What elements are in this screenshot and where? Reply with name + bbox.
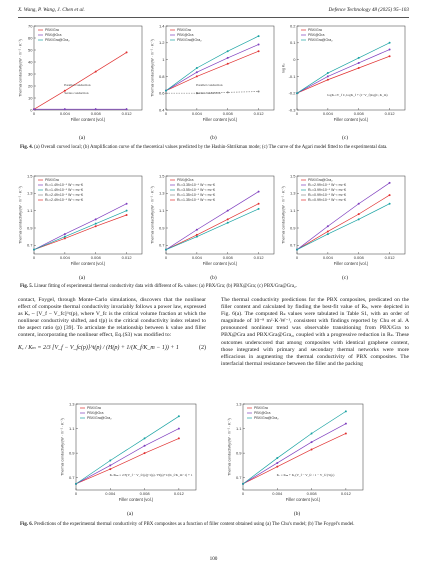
y-tick-label: 1.1 xyxy=(235,425,242,431)
y-axis-label: log Kₑ xyxy=(281,63,286,73)
x-tick-label: 0.012 xyxy=(121,255,132,260)
data-point xyxy=(95,223,97,225)
data-point xyxy=(327,79,329,81)
series-line xyxy=(166,204,259,250)
header-authors: X. Wang, P. Wang, J. Chen et al. xyxy=(18,7,85,13)
fig5-panel-a xyxy=(18,172,146,280)
x-tick-label: 0.008 xyxy=(306,491,317,496)
data-point xyxy=(389,55,391,57)
figure-6 xyxy=(60,400,367,516)
series-line xyxy=(34,204,127,250)
data-point xyxy=(311,441,313,443)
plot-annotation: Kₑ/Kₘ = 2/3[V_f − V_fc(p)]^t(p) / H(p)+1/(K_f/K_m−1) + 1 xyxy=(109,473,193,477)
x-tick-label: 0 xyxy=(32,111,36,116)
data-point xyxy=(327,225,329,227)
y-axis-label: Thermal conductivity/(W · m⁻¹ · K⁻¹) xyxy=(281,186,286,244)
fig4-caption-label: Fig. 4. xyxy=(20,145,33,150)
data-point xyxy=(95,218,97,220)
y-tick-label: 0.1 xyxy=(289,40,296,46)
data-point xyxy=(358,213,360,215)
data-point xyxy=(178,437,180,439)
data-point xyxy=(64,233,66,235)
fig4-panel-c xyxy=(281,22,409,140)
y-tick-label: 1.3 xyxy=(68,401,75,407)
fig4-caption xyxy=(20,145,407,151)
data-point xyxy=(33,249,35,251)
data-point xyxy=(358,62,360,64)
body-columns xyxy=(18,297,409,368)
fig6-b-label: (b) xyxy=(293,511,301,517)
legend-label: Rₖ=1.35×10⁻⁸ W⁻¹·m²·K xyxy=(176,193,215,197)
data-point xyxy=(195,234,197,236)
data-point xyxy=(276,462,278,464)
legend-label: PBX/Gra xyxy=(87,406,101,410)
x-tick-label: 0.004 xyxy=(59,111,70,116)
legend-label: PBX/Gra xyxy=(176,28,191,32)
data-point xyxy=(358,218,360,220)
legend-label: PBX/Gra@Gra₂ xyxy=(254,416,279,420)
y-tick-label: 10 xyxy=(28,95,33,101)
legend-label: PBX@Gra xyxy=(176,33,193,37)
y-tick-label: 1.3 xyxy=(158,190,164,196)
series-line xyxy=(297,204,390,250)
y-tick-label: 0.2 xyxy=(289,23,296,29)
fig6-panel-a xyxy=(60,400,200,516)
fig6-b-chart xyxy=(227,400,367,512)
x-tick-label: 0.008 xyxy=(222,111,233,116)
fig4-c-chart xyxy=(281,22,409,132)
data-point xyxy=(178,428,180,430)
page-number: 100 xyxy=(209,556,218,562)
x-tick-label: 0.004 xyxy=(272,491,283,496)
legend-label: Rₖ=1.35×10⁻⁸ W⁻¹·m²·K xyxy=(176,198,215,202)
x-axis-label: Filler content (vol.) xyxy=(285,497,321,502)
x-tick-label: 0.008 xyxy=(90,111,101,116)
y-tick-label: 0.4 xyxy=(158,107,164,113)
y-tick-label: 1.1 xyxy=(68,425,75,431)
legend-label: PBX/Gra xyxy=(308,28,322,32)
data-point xyxy=(64,108,66,110)
fig6-caption-label: Fig. 6. xyxy=(20,522,33,527)
legend-label: Rₖ=0.99×10⁻⁸ W⁻¹·m²·K xyxy=(308,198,347,202)
data-point xyxy=(327,233,329,235)
fig4-b-chart xyxy=(150,22,278,132)
data-point xyxy=(144,437,146,439)
x-tick-label: 0.008 xyxy=(353,255,364,260)
fig5-b-chart xyxy=(150,172,278,276)
legend-label: Rₖ=3.55×10⁻⁸ W⁻¹·m²·K xyxy=(176,188,215,192)
y-tick-label: 0 xyxy=(293,57,296,62)
legend-label: PBX@Gra xyxy=(45,33,62,37)
fig5-caption xyxy=(20,284,407,290)
fig6-a-chart xyxy=(60,400,200,512)
data-point xyxy=(144,452,146,454)
header-journal: Defence Technology 48 (2025) 95–103 xyxy=(328,7,409,13)
data-point xyxy=(257,35,259,37)
body-left-paragraph: contact, Foygel, through Monte-Carlo simulations, discovers that the nonlinear effect of composite thermal conductivity invariably follows a power law, expressed as Kₑ ~ [V_f − V_fc]^t(p), where V_fc is the critical volume fraction at which the nonlinear conductivity shifted, and t(p) is the critical conductivity index related to the aspect ratio (p) [39]. To articulate the relationship between k value and filler content, incorporating the nonlinear effect, Eq.(S3) was modified to: xyxy=(18,297,206,339)
y-tick-label: 1.5 xyxy=(289,173,296,179)
legend-label: PBX@Gra xyxy=(176,178,193,182)
legend-label: Rₖ=1.49×10⁻⁸ W⁻¹·m²·K xyxy=(45,183,84,187)
x-tick-label: 0.012 xyxy=(253,111,264,116)
data-point xyxy=(126,203,128,205)
data-point xyxy=(389,182,391,184)
data-point xyxy=(389,203,391,205)
series-line xyxy=(34,52,127,109)
x-axis-label: Filler content (vol.) xyxy=(70,117,106,122)
y-tick-label: 1.1 xyxy=(158,208,164,214)
x-axis-label: Filler content (vol.) xyxy=(118,497,154,502)
fig5-caption-label: Fig. 5. xyxy=(20,284,33,289)
x-tick-label: 0 xyxy=(164,111,167,116)
data-point xyxy=(195,229,197,231)
legend-label: Rₖ=1.49×10⁻⁸ W⁻¹·m²·K xyxy=(45,188,84,192)
y-tick-label: 30 xyxy=(28,71,33,77)
data-point xyxy=(165,90,167,92)
data-point xyxy=(226,218,228,220)
series-line xyxy=(34,211,127,250)
data-point xyxy=(276,466,278,468)
fig4-a-label: (a) xyxy=(78,135,86,141)
data-point xyxy=(327,230,329,232)
x-axis-label: Filler content (vol.) xyxy=(333,261,369,266)
data-point xyxy=(126,210,128,212)
data-point xyxy=(389,49,391,51)
fig6-caption-text: Predictions of the experimental thermal conductivity of PBX composites as a function of filler content obtained using (a) The Chu's model; (b) The Foygel's model. xyxy=(34,522,355,527)
y-axis-label: Thermal conductivity/(W · m⁻¹ · K⁻¹) xyxy=(18,186,23,244)
y-tick-label: 0.9 xyxy=(235,450,242,456)
body-right-paragraph: The thermal conductivity predictions for the PBX composites, predicated on the filler content and calculated by finding the best-fit value of Rₖ, were depicted in Fig. 6(a). The computed Rₖ values were tabulated in Table S1, with an order of magnitude of 10⁻⁸ m²·K·W⁻¹, consistent with findings reported by Chu et al. A pronounced nonlinear trend was observable transitioning from PBX/Gra to PBX@Gra and PBX/Gra@Gra₂, coupled with a progressive reduction in Rₖ. These outcomes underscored that among composites with identical graphene content, those integrated with primary and secondary thermal networks were more efficacious in augmenting the thermal conductivity of PBX composites. The interfacial thermal resistance between the filler and the packing xyxy=(221,297,409,367)
x-tick-label: 0.004 xyxy=(322,255,333,260)
plot-annotation: Kₑ = Kₘ + K₀(V_f − V_fc / 1 − V_fc)^t(p) xyxy=(276,473,335,477)
plot-annotation: Parallel conduction xyxy=(64,83,91,87)
y-tick-label: 0.7 xyxy=(158,242,164,248)
y-tick-label: 0.7 xyxy=(26,242,33,248)
fig5-panel-c xyxy=(281,172,409,280)
data-point xyxy=(257,43,259,45)
y-axis-label: Thermal conductivity/(W · m⁻¹ · K⁻¹) xyxy=(18,39,23,97)
x-axis-label: Filler content (vol.) xyxy=(202,117,237,122)
y-tick-label: 0.8 xyxy=(158,73,164,79)
y-tick-label: 50 xyxy=(28,47,33,53)
equation-rhs: 2/3 [V_f − V_fc(p)]^t(p) / (H(p) + 1/(K_f/K_m − 1)) + 1 xyxy=(42,344,179,351)
x-tick-label: 0.012 xyxy=(253,255,264,260)
legend-label: Rₖ=2.49×10⁻⁸ W⁻¹·m²·K xyxy=(45,193,84,197)
x-axis-label: Filler content (vol.) xyxy=(70,261,106,266)
data-point xyxy=(389,42,391,44)
legend-label: PBX@Gra xyxy=(254,411,271,415)
y-tick-label: 40 xyxy=(28,59,33,65)
legend-label: PBX/Gra@Gra₂ xyxy=(45,38,70,42)
y-axis-label: Thermal conductivity/(W · m⁻¹ · K⁻¹) xyxy=(227,418,232,476)
x-tick-label: 0.008 xyxy=(90,255,101,260)
data-point xyxy=(144,445,146,447)
y-tick-label: 0 xyxy=(30,107,33,113)
y-tick-label: 1.3 xyxy=(235,401,242,407)
y-axis-label: Thermal conductivity/(W · m⁻¹ · K⁻¹) xyxy=(60,418,65,476)
y-tick-label: 0.9 xyxy=(26,225,33,231)
data-point xyxy=(389,194,391,196)
x-axis-label: Filler content (vol.) xyxy=(202,261,237,266)
equation-number: (2) xyxy=(199,344,206,351)
fig5-panel-b xyxy=(150,172,278,280)
x-tick-label: 0 xyxy=(32,255,36,260)
x-axis-label: Filler content (vol.) xyxy=(333,117,369,122)
data-point xyxy=(126,51,128,53)
data-point xyxy=(95,71,97,73)
fig4-b-label: (b) xyxy=(210,135,217,141)
data-point xyxy=(311,448,313,450)
legend-label: PBX@Gra xyxy=(308,33,325,37)
x-tick-label: 0 xyxy=(164,255,167,260)
data-point xyxy=(257,191,259,193)
equation-2 xyxy=(18,345,206,352)
data-point xyxy=(226,50,228,52)
y-tick-label: 0.6 xyxy=(158,90,164,96)
y-axis-label: Thermal conductivity/(W · m⁻¹ · K⁻¹) xyxy=(150,39,154,97)
data-point xyxy=(195,67,197,69)
data-point xyxy=(242,483,244,485)
y-tick-label: 1.1 xyxy=(289,208,296,214)
legend-label: Rₖ=3.99×10⁻⁸ W⁻¹·m²·K xyxy=(308,188,347,192)
x-tick-label: 0 xyxy=(295,255,299,260)
data-point xyxy=(95,225,97,227)
data-point xyxy=(126,214,128,216)
y-tick-label: 0.7 xyxy=(235,475,242,481)
x-tick-label: 0.012 xyxy=(384,111,395,116)
y-tick-label: 1.3 xyxy=(289,190,296,196)
data-point xyxy=(33,108,35,110)
figure-4 xyxy=(18,22,409,140)
series-line xyxy=(166,209,259,250)
y-tick-label: 1.5 xyxy=(158,173,164,179)
x-tick-label: 0.008 xyxy=(139,491,150,496)
y-tick-label: -0.2 xyxy=(288,90,296,96)
equation-lhs: Kₑ / Kₘ = xyxy=(18,344,42,351)
y-tick-label: -0.3 xyxy=(288,107,296,113)
data-point xyxy=(296,92,298,94)
data-point xyxy=(226,91,228,93)
data-point xyxy=(64,236,66,238)
data-point xyxy=(178,415,180,417)
x-tick-label: 0.008 xyxy=(353,111,364,116)
y-tick-label: 0.9 xyxy=(158,225,164,231)
y-tick-label: 20 xyxy=(28,83,33,89)
legend-label: PBX/Gra@Gra₂ xyxy=(176,38,202,42)
y-tick-label: 0.9 xyxy=(68,450,75,456)
fig5-caption-text: Linear fitting of experimental thermal conductivity data with different of Rₖ values: (a) PBX/Gra; (b) PBX@Gra; (c) PBX/Gra@Gra₂. xyxy=(34,284,297,289)
y-tick-label: 1.2 xyxy=(158,40,164,46)
fig6-caption xyxy=(20,522,407,528)
data-point xyxy=(296,249,298,251)
y-axis-label: Thermal conductivity/(W · m⁻¹ · K⁻¹) xyxy=(150,186,154,244)
series-line xyxy=(297,195,390,250)
data-point xyxy=(358,67,360,69)
fig4-caption-text: (a) Overall curved local; (b) Amplification curve of the theoretical values predicted by the Hashin-Shtrikman mode; (c) The curve of the Agari model fitted to the experimental data. xyxy=(34,145,388,150)
fig5-a-chart xyxy=(18,172,146,276)
fig4-panel-b xyxy=(150,22,278,140)
series-line xyxy=(76,438,179,483)
y-tick-label: 0.9 xyxy=(289,225,296,231)
body-left-column xyxy=(18,297,206,368)
x-tick-label: 0.004 xyxy=(191,255,202,260)
legend-label: PBX/Gra@Gra₂ xyxy=(87,416,112,420)
x-tick-label: 0 xyxy=(74,491,78,496)
data-point xyxy=(109,464,111,466)
x-tick-label: 0.004 xyxy=(105,491,116,496)
data-point xyxy=(311,432,313,434)
data-point xyxy=(327,75,329,77)
header-rule xyxy=(18,17,409,18)
plot-annotation: logKₑ=V_f C₂logK_f + (1−V_f)log(C₁K_m) xyxy=(327,93,388,97)
y-tick-label: 0.7 xyxy=(289,242,296,248)
data-point xyxy=(345,423,347,425)
data-point xyxy=(345,410,347,412)
data-point xyxy=(257,50,259,52)
data-point xyxy=(226,222,228,224)
legend-label: Rₖ=2.49×10⁻⁸ W⁻¹·m²·K xyxy=(45,198,84,202)
legend-label: Rₖ=3.35×10⁻⁸ W⁻¹·m²·K xyxy=(176,183,215,187)
y-tick-label: 1 xyxy=(161,57,164,62)
y-tick-label: 0.7 xyxy=(68,475,75,481)
legend-label: PBX@Gra xyxy=(87,411,104,415)
data-point xyxy=(276,457,278,459)
data-point xyxy=(327,72,329,74)
data-point xyxy=(358,57,360,59)
data-point xyxy=(195,75,197,77)
data-point xyxy=(64,237,66,239)
body-right-column xyxy=(221,297,409,368)
data-point xyxy=(75,483,77,485)
data-point xyxy=(257,91,259,93)
y-tick-label: 1.3 xyxy=(26,190,33,196)
legend-label: Rₖ=0.99×10⁻⁸ W⁻¹·m²·K xyxy=(308,193,347,197)
figure-5 xyxy=(18,172,409,280)
series-line xyxy=(34,215,127,250)
x-tick-label: 0.004 xyxy=(59,255,70,260)
x-tick-label: 0.012 xyxy=(121,111,132,116)
fig4-a-chart xyxy=(18,22,146,132)
fig5-a-label: (a) xyxy=(78,275,86,281)
data-point xyxy=(257,208,259,210)
fig6-a-label: (a) xyxy=(126,511,134,517)
plot-annotation: Parallel conduction xyxy=(195,83,223,87)
data-point xyxy=(226,210,228,212)
x-tick-label: 0.012 xyxy=(340,491,351,496)
y-tick-label: 70 xyxy=(28,23,33,29)
legend-label: PBX/Gra xyxy=(45,28,59,32)
legend-label: Rₖ=2.99×10⁻⁸ W⁻¹·m²·K xyxy=(308,183,347,187)
y-tick-label: 1.1 xyxy=(26,208,33,214)
series-line xyxy=(297,56,390,93)
fig6-panel-b xyxy=(227,400,367,516)
fig5-b-label: (b) xyxy=(210,275,217,281)
running-header xyxy=(18,4,409,16)
legend-label: PBX/Gra@Gra₂ xyxy=(308,178,333,182)
data-point xyxy=(109,460,111,462)
data-point xyxy=(126,108,128,110)
plot-annotation: Series conduction xyxy=(195,91,220,95)
legend-label: PBX/Gra@Gra₂ xyxy=(308,38,333,42)
data-point xyxy=(195,71,197,73)
data-point xyxy=(95,108,97,110)
fig4-panel-a xyxy=(18,22,146,140)
fig4-c-label: (c) xyxy=(341,135,349,141)
data-point xyxy=(195,236,197,238)
legend-label: PBX/Gra xyxy=(254,406,268,410)
data-point xyxy=(345,432,347,434)
y-tick-label: 1.4 xyxy=(158,23,164,29)
data-point xyxy=(358,203,360,205)
data-point xyxy=(257,203,259,205)
plot-annotation: Series conduction xyxy=(64,91,89,95)
x-tick-label: 0.004 xyxy=(191,111,202,116)
x-tick-label: 0 xyxy=(295,111,299,116)
data-point xyxy=(226,57,228,59)
y-tick-label: 60 xyxy=(28,35,33,41)
fig5-c-chart xyxy=(281,172,409,276)
x-tick-label: 0.004 xyxy=(322,111,333,116)
y-tick-label: 1.5 xyxy=(26,173,33,179)
x-tick-label: 0.008 xyxy=(222,255,233,260)
x-tick-label: 0.012 xyxy=(173,491,184,496)
x-tick-label: 0 xyxy=(241,491,245,496)
x-tick-label: 0.012 xyxy=(384,255,395,260)
data-point xyxy=(165,92,167,94)
data-point xyxy=(165,249,167,251)
data-point xyxy=(109,468,111,470)
data-point xyxy=(226,63,228,65)
y-tick-label: -0.1 xyxy=(288,73,296,79)
fig5-c-label: (c) xyxy=(341,275,349,281)
legend-label: PBX/Gra xyxy=(45,178,59,182)
series-line xyxy=(297,50,390,94)
